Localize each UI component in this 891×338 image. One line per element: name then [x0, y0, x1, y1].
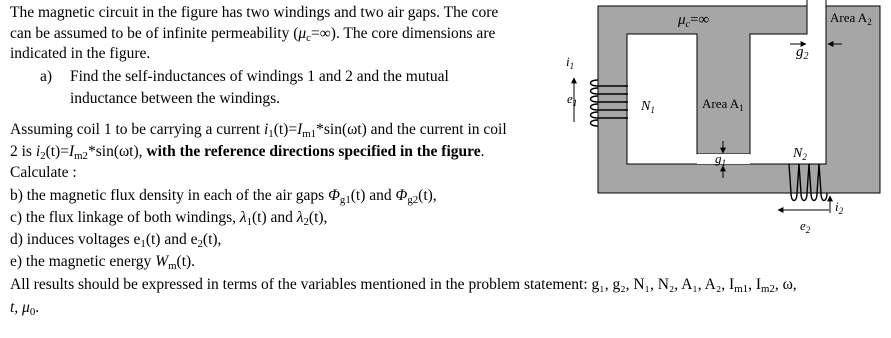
intro-line-1: The magnetic circuit in the figure has two windings and two air gaps. The core: [10, 4, 499, 21]
assume-line-2: 2 is $i_2(t)=I_{m2}*\sin(\omega t)$, with the reference directions specified in the figure.: [10, 143, 485, 162]
intro-line-3: indicated in the figure.: [10, 45, 151, 62]
part-a-label: a): [40, 68, 53, 85]
item-d: d) induces voltages $e_1(t)$ and $e_2(t)$,: [10, 231, 222, 250]
magnetic-circuit-figure: [560, 0, 891, 240]
n2-label: $N_2$: [793, 146, 807, 162]
item-e: e) the magnetic energy $W_m(t)$.: [10, 253, 196, 272]
i1-label: $i_1$: [566, 54, 575, 71]
intro-line-2: can be assumed to be of infinite permeability $(\mu_c=\infty)$. The core dimensions are: [10, 25, 496, 44]
i2-label: $i_2$: [835, 199, 844, 216]
g2-label: $g_2$: [796, 44, 809, 62]
air-gap-2: [807, 0, 826, 34]
item-c: c) the flux linkage of both windings, $\lambda_1(t)$ and $\lambda_2(t)$,: [10, 209, 328, 228]
core-permeability-label: $\mu_c=\infty$: [678, 12, 710, 30]
part-a-line-1: Find the self-inductances of windings 1 and 2 and the mutual: [70, 68, 449, 85]
final-line-2: t, $\mu_0$.: [10, 299, 40, 318]
e2-label: $e_2$: [800, 218, 811, 235]
final-line-1: All results should be expressed in terms of the variables mentioned in the problem statement: g₁, g₂, N₁, N₂, A₁, A₂, $I_{m1}$, $I_{m2}$, ω,: [10, 276, 797, 295]
part-a-line-2: inductance between the windings.: [70, 90, 281, 107]
area-a1-label: Area $A_1$: [702, 96, 744, 113]
g1-label: $g_1$: [715, 151, 726, 168]
assume-line-1: Assuming coil 1 to be carrying a current $i_1(t)=I_{m1}*\sin(\omega t)$ and the current in coil: [10, 121, 507, 140]
item-b: b) the magnetic flux density in each of the air gaps $\Phi_{g1}(t)$ and $\Phi_{g2}(t)$,: [10, 187, 437, 206]
e1-label: $e_1$: [567, 91, 578, 108]
n1-label: $N_1$: [641, 99, 655, 115]
calculate-label: Calculate :: [10, 164, 77, 181]
area-a2-label: Area $A_2$: [830, 10, 872, 27]
